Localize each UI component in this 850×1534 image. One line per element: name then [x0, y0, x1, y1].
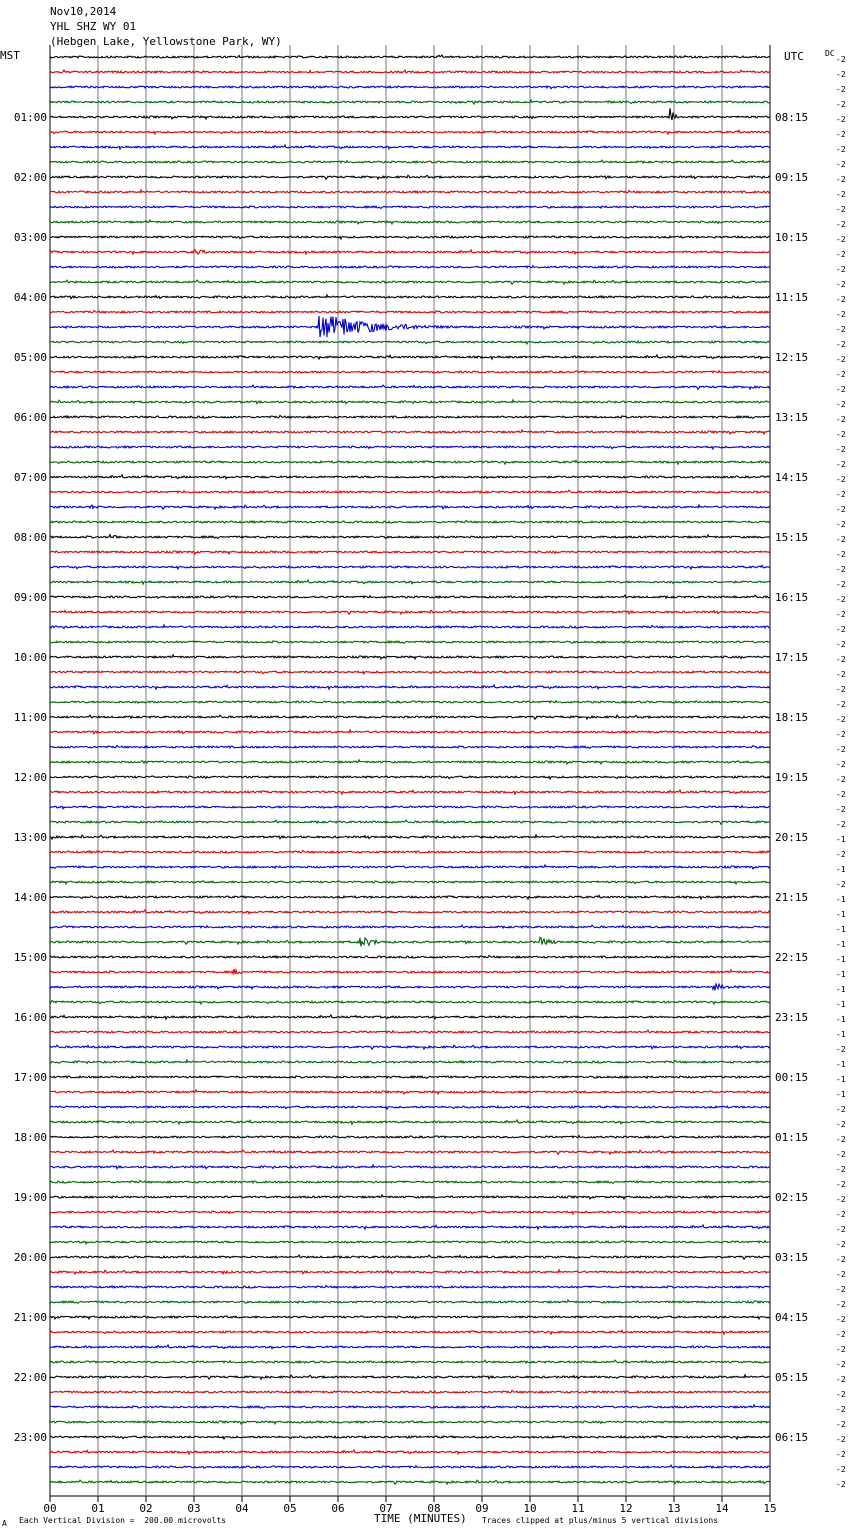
dc-offset-value: -2 — [836, 640, 846, 649]
seismic-trace — [50, 220, 770, 224]
dc-offset-value: -1 — [836, 1000, 846, 1009]
seismic-trace — [50, 760, 770, 764]
seismic-trace — [50, 937, 770, 946]
left-hour-label: 03:00 — [13, 231, 47, 244]
dc-offset-value: -1 — [836, 895, 846, 904]
dc-offset-value: -2 — [836, 205, 846, 214]
dc-offset-value: -1 — [836, 1060, 846, 1069]
x-axis-label: TIME (MINUTES) — [374, 1512, 467, 1525]
x-tick-label: 08 — [427, 1502, 441, 1515]
dc-offset-value: -2 — [836, 1375, 846, 1384]
right-hour-label: 06:15 — [775, 1431, 809, 1444]
seismic-trace — [50, 715, 770, 719]
dc-offset-value: -2 — [836, 1315, 846, 1324]
dc-offset-value: -2 — [836, 655, 846, 664]
seismic-trace — [50, 145, 770, 149]
dc-offset-value: -2 — [836, 1165, 846, 1174]
right-hour-label: 08:15 — [775, 111, 809, 124]
seismic-trace — [50, 701, 770, 704]
x-tick-label: 02 — [139, 1502, 153, 1515]
dc-offset-value: -1 — [836, 955, 846, 964]
right-hour-label: 02:15 — [775, 1191, 809, 1204]
seismic-trace — [50, 1450, 770, 1454]
seismic-trace — [50, 746, 770, 749]
dc-offset-label: DC — [825, 49, 835, 58]
seismic-trace — [50, 490, 770, 493]
right-hour-label: 17:15 — [775, 651, 809, 664]
dc-offset-value: -2 — [836, 220, 846, 229]
dc-offset-value: -2 — [836, 175, 846, 184]
right-hour-label: 04:15 — [775, 1311, 809, 1324]
seismic-trace — [50, 1120, 770, 1124]
seismic-trace — [50, 1330, 770, 1334]
right-hour-label: 12:15 — [775, 351, 809, 364]
dc-offset-value: -1 — [836, 1075, 846, 1084]
seismic-trace — [50, 1136, 770, 1139]
seismic-trace — [50, 1316, 770, 1319]
right-hour-label: 18:15 — [775, 711, 809, 724]
seismic-trace — [50, 236, 770, 239]
seismic-trace — [50, 671, 770, 674]
seismic-trace — [50, 1255, 770, 1259]
seismic-trace — [50, 341, 770, 344]
dc-offset-value: -2 — [836, 310, 846, 319]
right-hour-label: 21:15 — [775, 891, 809, 904]
left-hour-label: 04:00 — [13, 291, 47, 304]
left-hour-label: 13:00 — [13, 831, 47, 844]
seismic-trace — [50, 1345, 770, 1349]
dc-offset-value: -2 — [836, 115, 846, 124]
seismic-trace — [50, 175, 770, 179]
seismic-trace — [50, 1150, 770, 1154]
dc-offset-value: -2 — [836, 1150, 846, 1159]
dc-offset-value: -1 — [836, 1030, 846, 1039]
dc-offset-value: -2 — [836, 730, 846, 739]
right-hour-label: 22:15 — [775, 951, 809, 964]
seismic-trace — [50, 835, 770, 839]
dc-offset-value: -1 — [836, 910, 846, 919]
seismic-trace — [50, 355, 770, 359]
right-hour-label: 10:15 — [775, 231, 809, 244]
right-hour-label: 00:15 — [775, 1071, 809, 1084]
dc-offset-value: -2 — [836, 790, 846, 799]
seismic-trace — [50, 55, 770, 58]
seismic-trace — [50, 521, 770, 523]
seismic-trace — [50, 685, 770, 689]
dc-offset-value: -2 — [836, 100, 846, 109]
seismic-trace — [50, 86, 770, 89]
dc-offset-value: -1 — [836, 985, 846, 994]
seismic-trace — [50, 1270, 770, 1274]
right-hour-label: 11:15 — [775, 291, 809, 304]
dc-offset-value: -2 — [836, 700, 846, 709]
dc-offset-value: -2 — [836, 1210, 846, 1219]
seismic-trace — [50, 505, 770, 509]
dc-offset-value: -2 — [836, 460, 846, 469]
left-hour-label: 14:00 — [13, 891, 47, 904]
dc-offset-value: -2 — [836, 1300, 846, 1309]
dc-offset-value: -2 — [836, 1330, 846, 1339]
dc-offset-value: -2 — [836, 295, 846, 304]
vertical-scale-note: Each Vertical Division = 200.00 microvolts — [19, 1516, 227, 1525]
dc-offset-value: -2 — [836, 1405, 846, 1414]
seismic-trace — [50, 1421, 770, 1424]
dc-offset-value: -2 — [836, 250, 846, 259]
dc-offset-value: -2 — [836, 565, 846, 574]
dc-offset-value: -2 — [836, 1120, 846, 1129]
right-hour-label: 20:15 — [775, 831, 809, 844]
dc-offset-value: -2 — [836, 1105, 846, 1114]
seismic-trace — [50, 625, 770, 629]
right-hour-label: 05:15 — [775, 1371, 809, 1384]
dc-offset-value: -2 — [836, 235, 846, 244]
seismic-trace — [50, 790, 770, 794]
left-hour-label: 12:00 — [13, 771, 47, 784]
right-hour-label: 15:15 — [775, 531, 809, 544]
dc-offset-value: -1 — [836, 925, 846, 934]
dc-offset-value: -2 — [836, 370, 846, 379]
dc-offset-value: -2 — [836, 535, 846, 544]
dc-offset-value: -1 — [836, 940, 846, 949]
dc-offset-value: -2 — [836, 1360, 846, 1369]
seismic-trace — [50, 1000, 770, 1004]
x-tick-label: 00 — [43, 1502, 57, 1515]
seismic-trace — [50, 70, 770, 73]
seismic-trace — [50, 475, 770, 479]
dc-offset-value: -2 — [836, 820, 846, 829]
dc-offset-value: -1 — [836, 1015, 846, 1024]
x-tick-label: 15 — [763, 1502, 777, 1515]
x-tick-label: 13 — [667, 1502, 681, 1515]
dc-offset-value: -2 — [836, 850, 846, 859]
left-hour-label: 08:00 — [13, 531, 47, 544]
seismic-trace — [50, 820, 770, 824]
left-hour-label: 10:00 — [13, 651, 47, 664]
dc-offset-value: -1 — [836, 1090, 846, 1099]
dc-offset-value: -2 — [836, 55, 846, 64]
dc-offset-value: -2 — [836, 85, 846, 94]
seismic-trace — [50, 776, 770, 779]
dc-offset-value: -2 — [836, 280, 846, 289]
seismic-trace — [50, 1181, 770, 1184]
right-hour-label: 16:15 — [775, 591, 809, 604]
seismic-trace — [50, 595, 770, 598]
right-hour-label: 03:15 — [775, 1251, 809, 1264]
dc-offset-value: -1 — [836, 970, 846, 979]
dc-offset-value: -2 — [836, 430, 846, 439]
x-tick-label: 12 — [619, 1502, 633, 1515]
dc-offset-value: -2 — [836, 325, 846, 334]
dc-offset-value: -2 — [836, 610, 846, 619]
seismic-trace — [50, 969, 770, 974]
left-hour-label: 07:00 — [13, 471, 47, 484]
seismic-trace — [50, 641, 770, 644]
seismic-trace — [50, 580, 770, 584]
dc-offset-value: -2 — [836, 520, 846, 529]
seismic-trace — [50, 1030, 770, 1033]
seismic-trace — [50, 130, 770, 134]
seismic-trace — [50, 1241, 770, 1244]
clip-note: Traces clipped at plus/minus 5 vertical divisions — [482, 1516, 719, 1525]
seismic-trace — [50, 1045, 770, 1049]
seismic-trace — [50, 1391, 770, 1393]
seismic-trace — [50, 1300, 770, 1304]
left-hour-label: 18:00 — [13, 1131, 47, 1144]
seismic-trace — [50, 956, 770, 958]
dc-offset-value: -2 — [836, 1390, 846, 1399]
seismic-trace — [50, 266, 770, 269]
seismic-trace — [50, 655, 770, 659]
seismic-trace — [50, 1360, 770, 1363]
dc-offset-value: -2 — [836, 130, 846, 139]
left-hour-label: 19:00 — [13, 1191, 47, 1204]
seismic-trace — [50, 311, 770, 314]
right-hour-label: 13:15 — [775, 411, 809, 424]
seismic-trace — [50, 1286, 770, 1288]
left-hour-label: 09:00 — [13, 591, 47, 604]
seismic-trace — [50, 535, 770, 539]
dc-offset-value: -2 — [836, 1255, 846, 1264]
dc-offset-value: -2 — [836, 1420, 846, 1429]
dc-offset-value: -2 — [836, 670, 846, 679]
seismic-trace — [50, 895, 770, 899]
station-location: (Hebgen Lake, Yellowstone Park, WY) — [50, 35, 282, 48]
dc-offset-value: -2 — [836, 1270, 846, 1279]
dc-offset-value: -2 — [836, 1045, 846, 1054]
seismic-trace — [50, 316, 770, 337]
dc-offset-value: -2 — [836, 145, 846, 154]
right-hour-label: 01:15 — [775, 1131, 809, 1144]
seismic-trace — [50, 1090, 770, 1094]
dc-offset-value: -2 — [836, 625, 846, 634]
seismic-trace — [50, 881, 770, 884]
seismic-trace — [50, 551, 770, 554]
dc-offset-value: -2 — [836, 760, 846, 769]
left-hour-label: 16:00 — [13, 1011, 47, 1024]
seismic-trace — [50, 1076, 770, 1079]
dc-offset-value: -2 — [836, 1435, 846, 1444]
right-hour-label: 23:15 — [775, 1011, 809, 1024]
seismic-trace — [50, 865, 770, 869]
left-hour-label: 20:00 — [13, 1251, 47, 1264]
dc-offset-value: -2 — [836, 880, 846, 889]
seismic-trace — [50, 400, 770, 404]
right-hour-label: 09:15 — [775, 171, 809, 184]
left-hour-label: 17:00 — [13, 1071, 47, 1084]
seismic-trace — [50, 1060, 770, 1064]
right-hour-label: 14:15 — [775, 471, 809, 484]
left-timezone-label: MST — [0, 49, 20, 62]
left-hour-label: 23:00 — [13, 1431, 47, 1444]
dc-offset-value: -1 — [836, 865, 846, 874]
dc-offset-value: -2 — [836, 490, 846, 499]
dc-offset-value: -2 — [836, 745, 846, 754]
dc-offset-value: -2 — [836, 685, 846, 694]
station-code: YHL SHZ WY 01 — [50, 20, 137, 33]
dc-offset-value: -2 — [836, 1240, 846, 1249]
left-hour-label: 15:00 — [13, 951, 47, 964]
left-hour-label: 01:00 — [13, 111, 47, 124]
dc-offset-value: -2 — [836, 1195, 846, 1204]
x-tick-label: 10 — [523, 1502, 537, 1515]
seismic-trace — [50, 160, 770, 163]
seismic-trace — [50, 1015, 770, 1019]
dc-offset-value: -2 — [836, 1135, 846, 1144]
seismic-trace — [50, 730, 770, 734]
dc-offset-value: -2 — [836, 70, 846, 79]
seismic-trace — [50, 1465, 770, 1468]
seismic-trace — [50, 295, 770, 299]
dc-offset-value: -2 — [836, 190, 846, 199]
x-tick-label: 06 — [331, 1502, 345, 1515]
seismic-trace — [50, 385, 770, 389]
x-tick-label: 09 — [475, 1502, 489, 1515]
left-hour-label: 11:00 — [13, 711, 47, 724]
x-tick-label: 11 — [571, 1502, 585, 1515]
dc-offset-value: -2 — [836, 445, 846, 454]
seismic-trace — [50, 565, 770, 569]
dc-offset-value: -2 — [836, 265, 846, 274]
seismic-trace — [50, 446, 770, 449]
x-tick-label: 01 — [91, 1502, 105, 1515]
seismic-trace — [50, 925, 770, 928]
seismic-trace — [50, 984, 770, 990]
dc-offset-value: -2 — [836, 475, 846, 484]
left-hour-label: 21:00 — [13, 1311, 47, 1324]
right-timezone-label: UTC — [784, 50, 804, 63]
seismic-trace — [50, 1405, 770, 1409]
left-hour-label: 05:00 — [13, 351, 47, 364]
seismic-trace — [50, 1436, 770, 1439]
dc-offset-value: -1 — [836, 835, 846, 844]
dc-offset-value: -2 — [836, 1285, 846, 1294]
dc-offset-value: -2 — [836, 1465, 846, 1474]
seismic-trace — [50, 851, 770, 853]
seismic-trace — [50, 1225, 770, 1229]
seismic-trace — [50, 100, 770, 104]
left-hour-label: 22:00 — [13, 1371, 47, 1384]
dc-offset-value: -2 — [836, 715, 846, 724]
x-tick-label: 07 — [379, 1502, 393, 1515]
x-tick-label: 03 — [187, 1502, 201, 1515]
dc-offset-value: -2 — [836, 1480, 846, 1489]
dc-offset-value: -2 — [836, 505, 846, 514]
dc-offset-value: -2 — [836, 160, 846, 169]
seismic-trace — [50, 206, 770, 209]
seismic-trace — [50, 280, 770, 284]
right-hour-label: 19:15 — [775, 771, 809, 784]
dc-offset-value: -2 — [836, 775, 846, 784]
dc-offset-value: -2 — [836, 1180, 846, 1189]
seismic-trace — [50, 371, 770, 374]
dc-offset-value: -2 — [836, 595, 846, 604]
dc-offset-value: -2 — [836, 400, 846, 409]
dc-offset-value: -2 — [836, 385, 846, 394]
dc-offset-value: -2 — [836, 805, 846, 814]
seismic-trace — [50, 1106, 770, 1109]
dc-offset-value: -2 — [836, 1345, 846, 1354]
seismic-trace — [50, 1375, 770, 1379]
seismic-trace — [50, 1195, 770, 1199]
seismic-trace — [50, 610, 770, 614]
seismic-trace — [50, 1165, 770, 1169]
dc-offset-value: -2 — [836, 355, 846, 364]
dc-offset-value: -2 — [836, 340, 846, 349]
seismic-trace — [50, 1211, 770, 1214]
seismic-trace — [50, 108, 770, 120]
left-hour-label: 02:00 — [13, 171, 47, 184]
seismic-trace — [50, 910, 770, 914]
dc-offset-value: -2 — [836, 550, 846, 559]
seismic-trace — [50, 430, 770, 434]
corner-mark: A — [2, 1519, 7, 1528]
dc-offset-value: -2 — [836, 1225, 846, 1234]
dc-offset-value: -2 — [836, 415, 846, 424]
dc-offset-value: -2 — [836, 580, 846, 589]
seismic-trace — [50, 250, 770, 254]
seismic-trace — [50, 416, 770, 419]
x-tick-label: 05 — [283, 1502, 297, 1515]
x-tick-label: 04 — [235, 1502, 249, 1515]
record-date: Nov10,2014 — [50, 5, 117, 18]
left-hour-label: 06:00 — [13, 411, 47, 424]
seismic-trace — [50, 1480, 770, 1484]
seismic-trace — [50, 190, 770, 193]
dc-offset-value: -2 — [836, 1450, 846, 1459]
seismic-trace — [50, 806, 770, 809]
x-tick-label: 14 — [715, 1502, 729, 1515]
seismic-trace — [50, 460, 770, 464]
